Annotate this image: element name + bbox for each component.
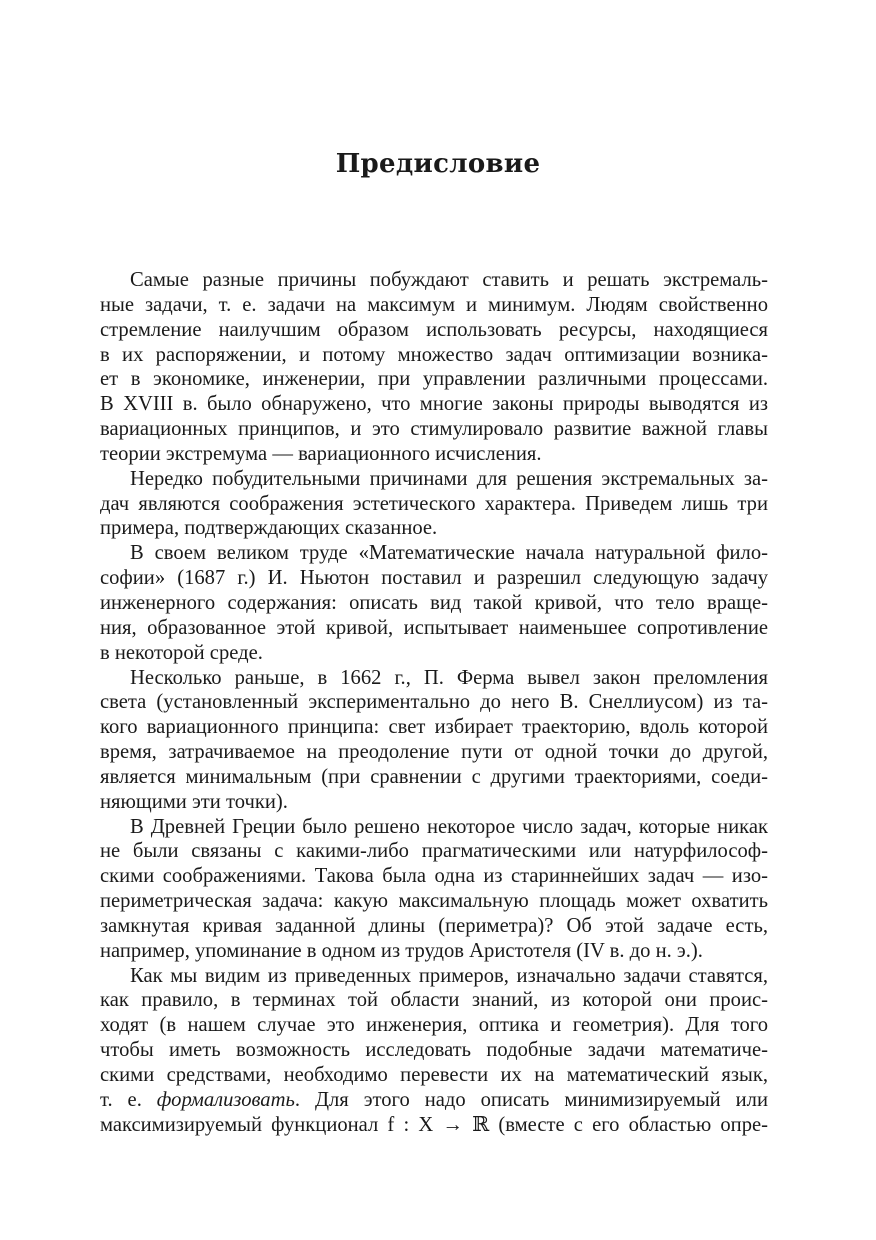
text-line: максимизируемый функционал f : X → ℝ (вместе с его областью опре- — [100, 1113, 768, 1136]
text-line: в их распоряжении, и потому множество задач оптимизации возника- — [100, 343, 768, 366]
page-title: Предисловие — [335, 149, 541, 179]
text-line: время, затрачиваемое на преодоление пути от одной точки до другой, — [100, 741, 768, 764]
text-line: света (установленный экспериментально до него В. Снеллиусом) из та- — [100, 691, 768, 714]
text-line: в некоторой среде. — [100, 641, 263, 664]
text-line: няющими эти точки). — [100, 790, 288, 813]
text-line: теории экстремума — вариационного исчисления. — [100, 442, 542, 465]
text-line: инженерного содержания: описать вид такой кривой, что тело враще- — [100, 591, 768, 614]
text-line: скими средствами, необходимо перевести их на математический язык, — [100, 1064, 768, 1086]
text-line: является минимальным (при сравнении с другими траекториями, соеди- — [100, 765, 768, 788]
text-line: как правило, в терминах той области знаний, из которой они проис- — [100, 989, 768, 1012]
text-line: стремление наилучшим образом использовать ресурсы, находящиеся — [100, 318, 768, 341]
body-text — [100, 268, 768, 1138]
text-line: вариационных принципов, и это стимулировало развитие важной главы — [100, 418, 768, 441]
text-line: чтобы иметь возможность исследовать подобные задачи математиче- — [100, 1039, 768, 1062]
text-line: ходят (в нашем случае это инженерия, оптика и геометрия). Для того — [100, 1014, 768, 1037]
text-fragment: т. е. — [100, 1088, 142, 1111]
text-line: В своем великом труде «Математические начала натуральной фило- — [130, 542, 768, 565]
text-line: Несколько раньше, в 1662 г., П. Ферма вывел закон преломления — [130, 666, 768, 689]
emphasized-term: формализовать — [156, 1088, 295, 1111]
text-fragment: . Для этого надо описать минимизируемый или — [294, 1088, 768, 1111]
text-line: не были связаны с какими-либо прагматическими или натурфилософ- — [100, 840, 768, 863]
text-line: ные задачи, т. е. задачи на максимум и минимум. Людям свойственно — [100, 293, 768, 316]
text-line: дач являются соображения эстетического характера. Приведем лишь три — [100, 492, 768, 515]
text-line: Нередко побудительными причинами для решения экстремальных за- — [130, 467, 768, 490]
text-line — [100, 1088, 768, 1113]
text-line: Самые разные причины побуждают ставить и решать экстремаль- — [130, 269, 768, 291]
text-line: кого вариационного принципа: свет избирает траекторию, вдоль которой — [100, 716, 768, 739]
text-line: примера, подтверждающих сказанное. — [100, 517, 438, 540]
text-line: Как мы видим из приведенных примеров, изначально задачи ставятся, — [130, 964, 768, 987]
text-line: ния, образованное этой кривой, испытывает наименьшее сопротивление — [100, 616, 768, 639]
text-line: В Древней Греции было решено некоторое число задач, которые никак — [130, 815, 768, 838]
text-line: софии» (1687 г.) И. Ньютон поставил и разрешил следующую задачу — [100, 567, 768, 590]
text-line: периметрическая задача: какую максимальную площадь может охватить — [100, 890, 768, 913]
text-line: скими соображениями. Такова была одна из стариннейших задач — изо- — [100, 865, 768, 888]
text-line: В XVIII в. было обнаружено, что многие законы природы выводятся из — [100, 393, 768, 416]
text-line: ет в экономике, инженерии, при управлении различными процессами. — [100, 368, 768, 391]
text-line: замкнутая кривая заданной длины (периметра)? Об этой задаче есть, — [100, 914, 768, 937]
text-line: например, упоминание в одном из трудов Аристотеля (IV в. до н. э.). — [100, 939, 703, 962]
